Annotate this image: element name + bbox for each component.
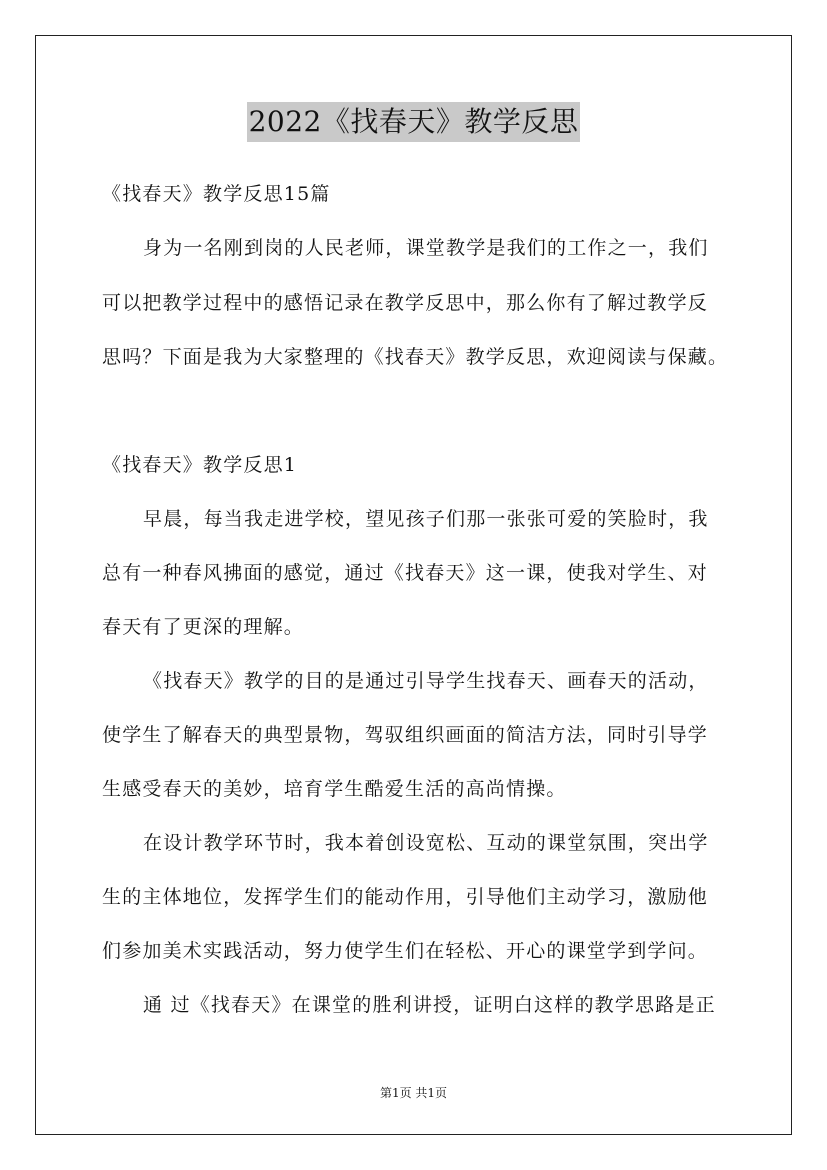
section-heading: 《找春天》教学反思1	[102, 454, 298, 476]
document-title: 2022《找春天》教学反思	[247, 102, 581, 142]
intro-line-1: 身为一名刚到岗的人民老师，课堂教学是我们的工作之一，我们	[143, 237, 709, 259]
title-container	[0, 102, 827, 142]
subtitle: 《找春天》教学反思15篇	[102, 183, 331, 205]
intro-line-2: 可以把教学过程中的感悟记录在教学反思中，那么你有了解过教学反	[102, 292, 709, 314]
paragraph-1-line-3: 春天有了更深的理解。	[102, 616, 305, 638]
paragraph-1-line-1: 早晨，每当我走进学校，望见孩子们那一张张可爱的笑脸时，我	[143, 508, 709, 530]
paragraph-3-line-3: 们参加美术实践活动，努力使学生们在轻松、开心的课堂学到学问。	[102, 940, 709, 962]
paragraph-4-line-1: 通 过《找春天》在课堂的胜利讲授，证明白这样的教学思路是正	[143, 994, 716, 1016]
paragraph-2-line-1: 《找春天》教学的目的是通过引导学生找春天、画春天的活动，	[143, 670, 709, 692]
paragraph-2-line-2: 使学生了解春天的典型景物，驾驭组织画面的简洁方法，同时引导学	[102, 724, 709, 746]
page-footer: 第1页 共1页	[379, 1086, 448, 1100]
paragraph-2-line-3: 生感受春天的美妙，培育学生酷爱生活的高尚情操。	[102, 778, 567, 800]
intro-line-3: 思吗？下面是我为大家整理的《找春天》教学反思，欢迎阅读与保藏。	[102, 346, 729, 368]
paragraph-3-line-2: 生的主体地位，发挥学生们的能动作用，引导他们主动学习，激励他	[102, 886, 709, 908]
paragraph-1-line-2: 总有一种春风拂面的感觉，通过《找春天》这一课，使我对学生、对	[102, 562, 709, 584]
paragraph-3-line-1: 在设计教学环节时，我本着创设宽松、互动的课堂氛围，突出学	[143, 832, 709, 854]
